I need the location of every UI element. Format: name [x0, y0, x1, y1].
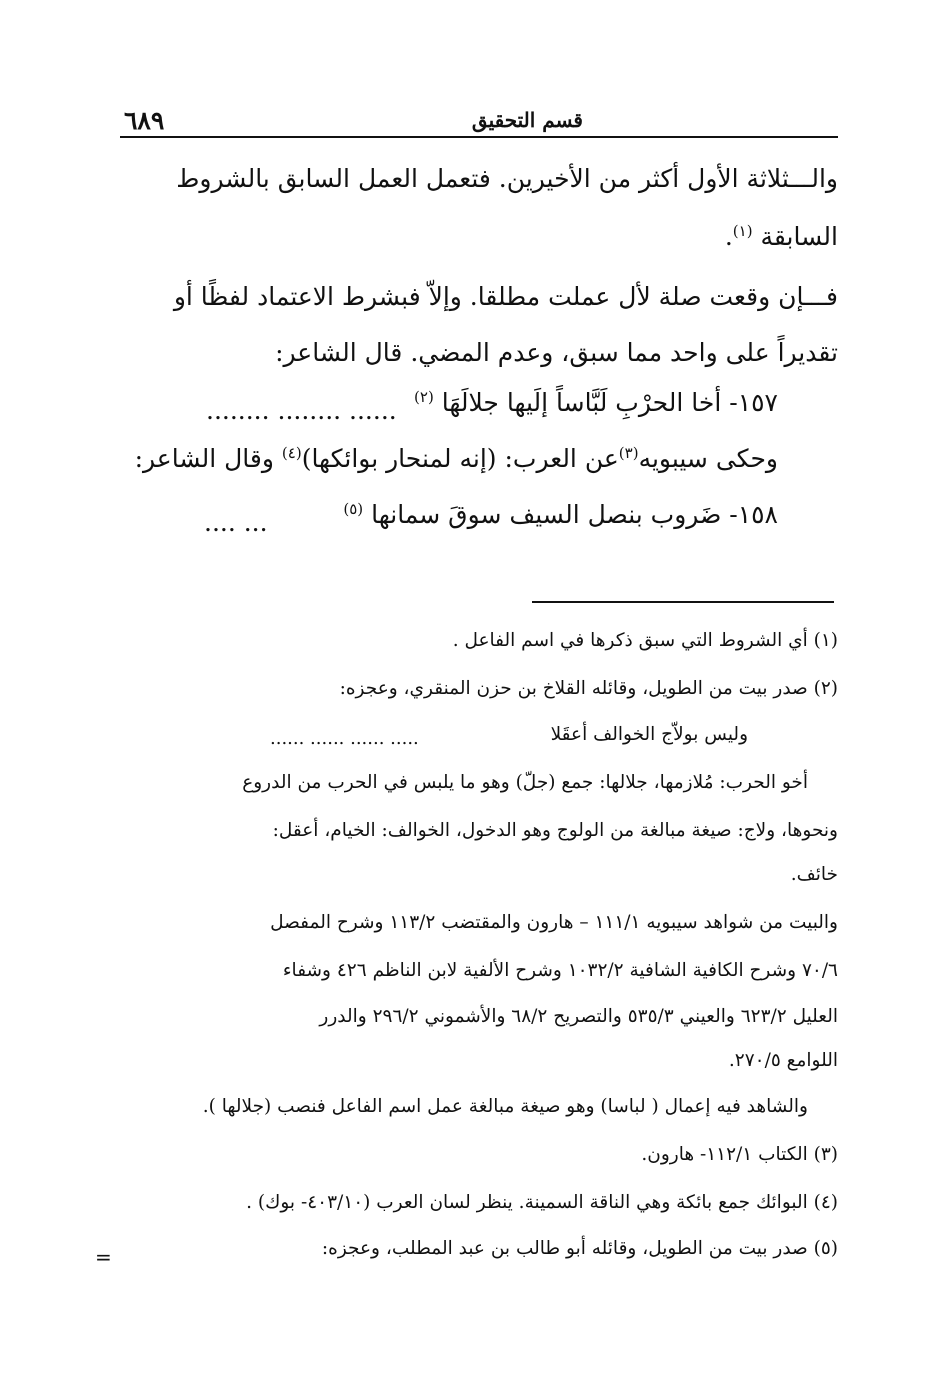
paragraph-2-line-1: فـــإن وقعت صلة لأل عملت مطلقا. وإلاّ فبشرط الاعتماد لفظًا أو	[173, 282, 838, 311]
footnote-4: (٤) البوائك جمع بائكة وهي الناقة السمينة. ينظر لسان العرب (٤٠٣/١٠- بوك) .	[246, 1192, 838, 1213]
paragraph-2-line-2: تقديراً على واحد مما سبق، وعدم المضي. قال الشاعر:	[275, 338, 838, 367]
footnote-2-omission: ..... ...... ...... ......	[270, 728, 419, 749]
continuation-mark: =	[95, 1245, 112, 1269]
verse-158	[343, 500, 778, 529]
paragraph-1-line-1: والـــثلاثة الأول أكثر من الأخيرين. فتعمل العمل السابق بالشروط	[176, 164, 838, 193]
footnote-ref-5: (٥)	[343, 500, 364, 518]
footnote-ref-3: (٣)	[618, 444, 639, 462]
footnote-2-sources-2: ٧٠/٦ وشرح الكافية الشافية ١٠٣٢/٢ وشرح الألفية لابن الناظم ٤٢٦ وشفاء	[282, 960, 838, 981]
sibawayh-text-c: وقال الشاعر:	[134, 444, 282, 473]
footnote-1: (١) أي الشروط التي سبق ذكرها في اسم الفاعل .	[452, 630, 838, 651]
verse-157-text: ١٥٧- أخا الحرْبِ لَبَّاساً إلَيها جلالَهَا	[441, 388, 778, 417]
verse-158-text: ١٥٨- ضَروب بنصل السيف سوقَ سمانها	[371, 500, 778, 529]
paragraph-1-end: .	[724, 222, 733, 251]
header-rule	[120, 136, 838, 138]
verse-157-omission: ...... ........ ........	[206, 396, 397, 425]
footnote-3: (٣) الكتاب ١١٢/١- هارون.	[641, 1144, 838, 1165]
sibawayh-text-a: وحكى سيبويه	[638, 444, 778, 473]
footnote-ref-1: (١)	[732, 222, 753, 240]
footnote-2-gloss-3: خائف.	[790, 864, 838, 885]
footnote-5: (٥) صدر بيت من الطويل، وقائله أبو طالب بن عبد المطلب، وعجزه:	[321, 1238, 838, 1259]
paragraph-1-line-2	[725, 222, 838, 251]
footnote-2-witness: والشاهد فيه إعمال ( لباسا) وهو صيغة مبالغة عمل اسم الفاعل فنصب (جلالها ).	[202, 1096, 808, 1117]
section-title: قسم التحقيق	[471, 108, 583, 132]
paragraph-1-text: السابقة	[760, 222, 838, 251]
footnote-2-intro: (٢) صدر بيت من الطويل، وقائله القلاخ بن حزن المنقري، وعجزه:	[339, 678, 838, 699]
verse-157	[414, 388, 778, 417]
footnote-2-verse: وليس بولاّج الخوالف أعقَلا	[550, 724, 748, 745]
sibawayh-text-b: عن العرب: (إنه لمنحار بوائكها)	[301, 444, 619, 473]
footnote-2-sources-3: العليل ٦٢٣/٢ والعيني ٥٣٥/٣ والتصريح ٦٨/٢ والأشموني ٢٩٦/٢ والدرر	[319, 1006, 838, 1027]
footnote-2-sources-4: اللوامع ٢٧٠/٥.	[728, 1050, 838, 1071]
footnote-ref-2: (٢)	[414, 388, 434, 406]
verse-158-omission: ... ....	[204, 508, 268, 537]
footnote-2-gloss-2: ونحوها، ولاج: صيغة مبالغة من الولوج وهو الدخول، الخوالف: الخيام، أعقل:	[272, 820, 838, 841]
footnote-ref-4: (٤)	[281, 444, 302, 462]
sibawayh-line	[135, 444, 778, 473]
page-number: ٦٨٩	[124, 106, 165, 135]
footnote-separator	[532, 601, 834, 603]
footnote-2-gloss-1: أخو الحرب: مُلازمها، جلالها: جمع (جلّ) وهو ما يلبس في الحرب من الدروع	[242, 772, 808, 793]
footnote-2-sources-1: والبيت من شواهد سيبويه ١١١/١ – هارون والمقتضب ١١٣/٢ وشرح المفصل	[270, 912, 838, 933]
